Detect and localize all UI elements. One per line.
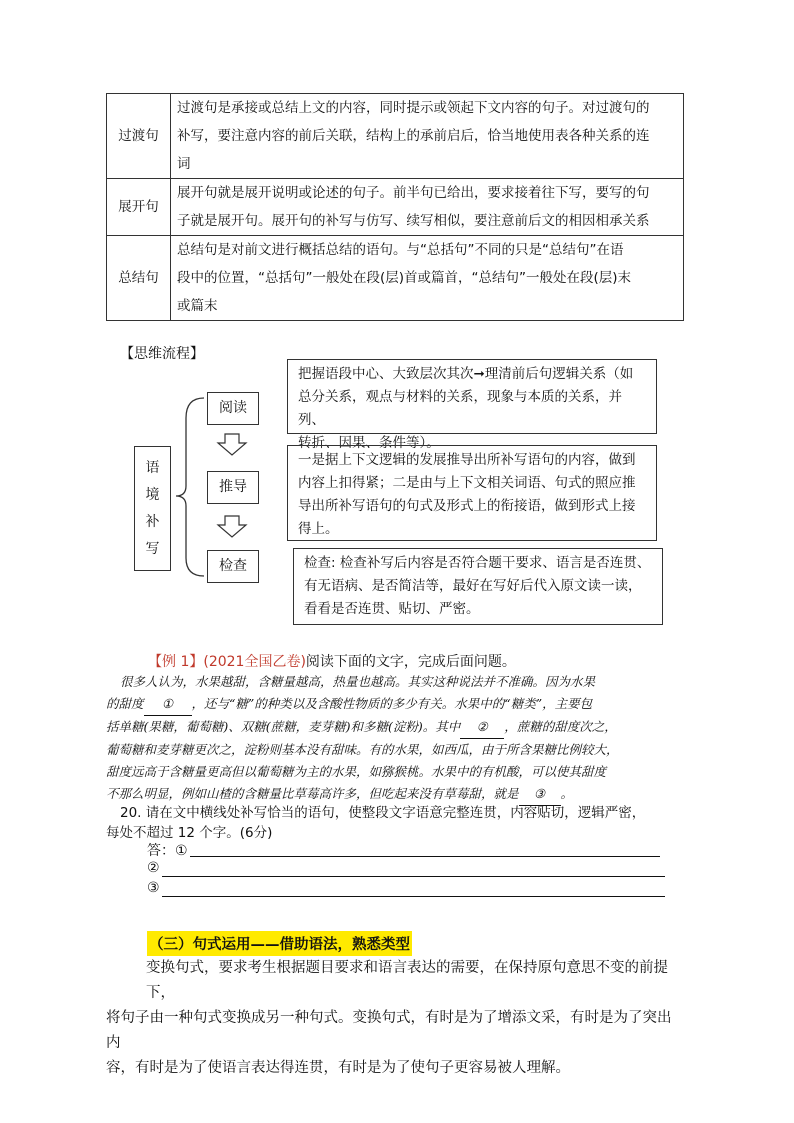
down-arrow-icon (218, 516, 246, 537)
passage-line: 括单糖(果糖，葡萄糖)、双糖(蔗糖，麦芽糖)和多糖(淀粉)。其中 ② ，蔗糖的甜度次之， (106, 716, 686, 739)
example-source: (2021全国乙卷) (203, 654, 306, 670)
flow-heading: 【思维流程】 (120, 346, 204, 362)
note-line: 转折、因果、条件等）。 (298, 435, 440, 451)
example-instruction: 阅读下面的文字，完成后面问题。 (305, 654, 516, 670)
note-line: 把握语段中心、大致层次其次➞理清前后句逻辑关系（如 (298, 366, 634, 382)
definition-line: 展开句就是展开说明或论述的句子。前半句已给出，要求接着往下写，要写的句 (177, 185, 650, 201)
note-line: 内容上扣得紧；二是由与上下文相关词语、句式的照应推 (298, 475, 636, 491)
definition-line: 子就是展开句。展开句的补写与仿写、续写相似，要注意前后文的相因相承关系 (177, 213, 650, 229)
answer-line-1[interactable] (190, 856, 660, 857)
note-line: 得上。 (298, 521, 339, 537)
root-char: 写 (145, 541, 160, 557)
passage-line: 葡萄糖和麦芽糖更次之，淀粉则基本没有甜味。有的水果，如西瓜，由于所含果糖比例较大， (106, 742, 619, 757)
root-char: 境 (145, 487, 160, 503)
answer-line-3[interactable] (162, 896, 665, 897)
note-line: 有无语病、是否简洁等，最好在写好后代入原文读一读， (304, 578, 642, 594)
question-line: 20. 请在文中横线处补写恰当的语句，使整段文字语意完整连贯，内容贴切，逻辑严密， (120, 805, 646, 821)
answer-line-2[interactable] (162, 876, 665, 877)
definition-line: 或篇末 (177, 298, 218, 314)
step-check-box: 检查 (207, 550, 259, 583)
term-cell: 总结句 (107, 236, 171, 321)
paragraph-line: 变换句式，要求考生根据题目要求和语言表达的需要，在保持原句意思不变的前提下， (146, 960, 668, 1001)
blank-2[interactable]: ② (460, 716, 504, 739)
passage-line: 不那么明显，例如山楂的含糖量比草莓高许多，但吃起来没有草莓甜，就是 ③ 。 (106, 783, 686, 806)
passage-line: 很多人认为，水果越甜，含糖量越高，热量也越高。其实这种说法并不准确。因为水果 (120, 674, 596, 689)
passage-line: 的甜度 ① ，还与“糖”的种类以及含酸性物质的多少有关。水果中的“糖类”，主要包 (106, 693, 686, 716)
brace-icon (176, 398, 204, 576)
note-box-derive (287, 445, 657, 541)
paragraph-line: 将句子由一种句式变换成另一种句式。变换句式，有时是为了增添文采，有时是为了突出内 (106, 1010, 672, 1051)
step-derive-box: 推导 (207, 471, 259, 504)
example-passage (106, 671, 686, 806)
example-tag: 【例 1】 (148, 654, 204, 670)
note-line: 检查: 检查补写后内容是否符合题干要求、语言是否连贯、 (304, 555, 651, 571)
root-char: 语 (145, 460, 160, 476)
question-line: 每处不超过 12 个字。(6分) (106, 825, 273, 841)
note-line: 总分关系，观点与材料的关系，现象与本质的关系，并列、 (298, 389, 622, 428)
answer-label-3: ③ (147, 880, 160, 896)
answer-label-1: 答：① (147, 843, 188, 859)
example-title (148, 651, 516, 671)
section-title: （三）句式运用——借助语法，熟悉类型 (147, 931, 412, 956)
term-cell: 过渡句 (107, 94, 171, 179)
note-line: 一是据上下文逻辑的发展推导出所补写语句的内容，做到 (298, 452, 636, 468)
question-text (106, 803, 686, 843)
root-char: 补 (145, 514, 160, 530)
paragraph-line: 容，有时是为了使语言表达得连贯，有时是为了使句子更容易被人理解。 (106, 1060, 570, 1076)
note-line: 看看是否连贯、贴切、严密。 (304, 601, 480, 617)
answer-label-2: ② (147, 860, 160, 876)
note-box-read (287, 359, 657, 451)
down-arrow-icon (218, 434, 246, 455)
note-box-check (293, 548, 663, 625)
section-paragraph (106, 956, 684, 1081)
blank-3[interactable]: ③ (519, 783, 561, 806)
definition-line: 过渡句是承接或总结上文的内容，同时提示或领起下文内容的句子。对过渡句的 (177, 100, 650, 116)
definition-line: 段中的位置，“总括句”一般处在段(层)首或篇首，“总结句”一般处在段(层)末 (177, 270, 632, 286)
definition-line: 词 (177, 156, 191, 172)
definition-line: 补写，要注意内容的前后关联，结构上的承前启后，恰当地使用表各种关系的连 (177, 128, 650, 144)
step-read-box: 阅读 (207, 392, 259, 425)
blank-1[interactable]: ① (144, 693, 192, 716)
term-cell: 展开句 (107, 179, 171, 236)
passage-line: 甜度远高于含糖量更高但以葡萄糖为主的水果，如猕猴桃。水果中的有机酸，可以使其甜度 (106, 764, 607, 779)
definition-line: 总结句是对前文进行概括总结的语句。与“总括句”不同的只是“总结句”在语 (177, 242, 624, 258)
note-line: 导出所补写语句的句式及形式上的衔接语，做到形式上接 (298, 498, 636, 514)
